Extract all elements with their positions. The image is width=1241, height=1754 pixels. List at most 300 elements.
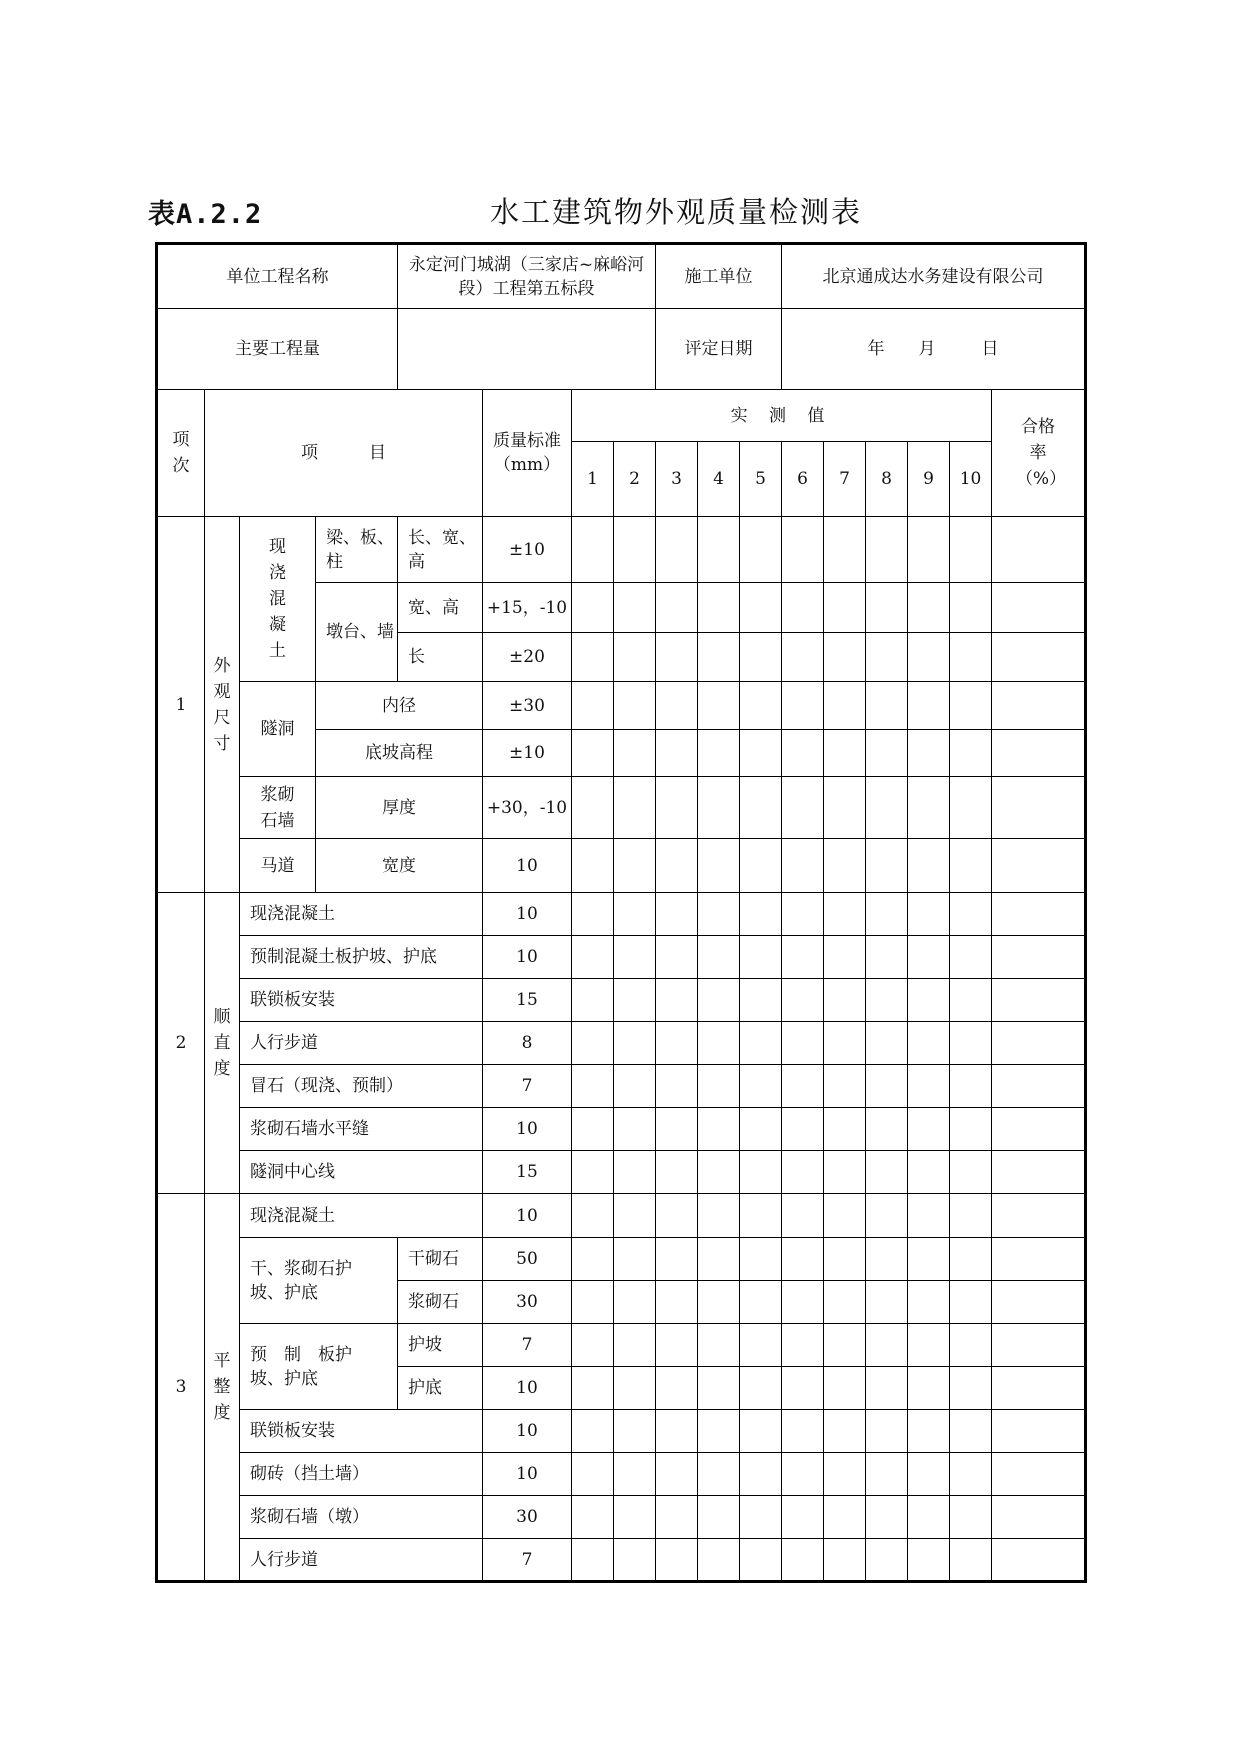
measure-cell[interactable] [824, 1367, 866, 1410]
group-category: 顺直度 [205, 893, 240, 1194]
table-row [157, 839, 1086, 893]
measure-cell[interactable] [572, 682, 614, 730]
measure-cell[interactable] [572, 1151, 614, 1194]
measure-cell[interactable] [782, 730, 824, 777]
measure-cell[interactable] [740, 1238, 782, 1281]
measure-cell[interactable] [866, 517, 908, 583]
measure-cell[interactable] [614, 1367, 656, 1410]
measure-cell[interactable] [572, 583, 614, 633]
pass-rate-cell[interactable] [992, 682, 1086, 730]
pass-rate-cell[interactable] [992, 633, 1086, 682]
measure-cell[interactable] [740, 682, 782, 730]
measure-cell[interactable] [572, 777, 614, 839]
row-label: 内径 [316, 682, 483, 730]
measure-cell[interactable] [950, 1496, 992, 1539]
quantity-value[interactable] [398, 309, 656, 390]
measure-cell[interactable] [824, 1194, 866, 1238]
measure-cell[interactable] [656, 1496, 698, 1539]
row-label: 干、浆砌石护坡、护底 [240, 1238, 398, 1324]
measure-cell[interactable] [908, 517, 950, 583]
row-label: 现浇混凝土 [240, 517, 316, 682]
measure-cell[interactable] [866, 893, 908, 936]
measure-cell[interactable] [950, 1151, 992, 1194]
measure-cell[interactable] [782, 517, 824, 583]
measure-cell[interactable] [866, 1496, 908, 1539]
measure-cell[interactable] [908, 1367, 950, 1410]
measure-cell[interactable] [782, 1108, 824, 1151]
measure-cell[interactable] [698, 777, 740, 839]
measure-cell[interactable] [614, 1453, 656, 1496]
measure-cell[interactable] [572, 1367, 614, 1410]
pass-rate-cell[interactable] [992, 777, 1086, 839]
measure-cell[interactable] [698, 1194, 740, 1238]
measure-cell[interactable] [656, 979, 698, 1022]
measure-cell[interactable] [908, 1410, 950, 1453]
measure-cell[interactable] [656, 1151, 698, 1194]
measure-cell[interactable] [614, 633, 656, 682]
measure-cell[interactable] [698, 583, 740, 633]
standard-value: +30，-10 [483, 777, 572, 839]
measure-cell[interactable] [614, 1108, 656, 1151]
measure-cell[interactable] [866, 633, 908, 682]
measure-cell[interactable] [782, 1151, 824, 1194]
measure-cell[interactable] [572, 1108, 614, 1151]
measure-cell[interactable] [866, 979, 908, 1022]
measure-cell[interactable] [698, 1367, 740, 1410]
measure-cell[interactable] [908, 1022, 950, 1065]
measure-cell[interactable] [698, 1410, 740, 1453]
measure-cell[interactable] [698, 1151, 740, 1194]
measure-cell[interactable] [908, 1281, 950, 1324]
measure-cell[interactable] [698, 893, 740, 936]
measure-cell[interactable] [740, 1453, 782, 1496]
measure-cell[interactable] [908, 839, 950, 893]
measure-cell[interactable] [572, 893, 614, 936]
pass-rate-cell[interactable] [992, 1151, 1086, 1194]
measure-cell[interactable] [908, 1238, 950, 1281]
row-label: 底坡高程 [316, 730, 483, 777]
measure-cell[interactable] [698, 1238, 740, 1281]
measure-cell[interactable] [614, 517, 656, 583]
standard-value: 7 [483, 1065, 572, 1108]
measure-cell[interactable] [740, 1194, 782, 1238]
measure-cell[interactable] [740, 1281, 782, 1324]
measure-cell[interactable] [614, 1022, 656, 1065]
pass-rate-cell[interactable] [992, 1367, 1086, 1410]
pass-rate-cell[interactable] [992, 1496, 1086, 1539]
measure-cell[interactable] [908, 583, 950, 633]
measure-cell[interactable] [866, 583, 908, 633]
measure-cell[interactable] [698, 936, 740, 979]
date-year: 年 [867, 339, 885, 359]
measure-cell[interactable] [824, 777, 866, 839]
measure-cell[interactable] [908, 1324, 950, 1367]
measure-cell[interactable] [614, 777, 656, 839]
measure-cell[interactable] [698, 1496, 740, 1539]
measure-cell[interactable] [698, 1453, 740, 1496]
measure-cell[interactable] [698, 517, 740, 583]
measure-cell[interactable] [866, 1453, 908, 1496]
standard-value: 10 [483, 1108, 572, 1151]
measure-cell[interactable] [572, 1539, 614, 1582]
measure-num: 8 [866, 442, 908, 517]
measure-cell[interactable] [950, 1367, 992, 1410]
measure-cell[interactable] [950, 1022, 992, 1065]
measure-cell[interactable] [614, 893, 656, 936]
measure-cell[interactable] [656, 893, 698, 936]
seq-header: 项次 [157, 390, 205, 517]
measure-cell[interactable] [740, 1324, 782, 1367]
measure-cell[interactable] [614, 1496, 656, 1539]
measure-cell[interactable] [950, 777, 992, 839]
measure-cell[interactable] [950, 1281, 992, 1324]
measure-cell[interactable] [782, 777, 824, 839]
measure-cell[interactable] [698, 730, 740, 777]
measure-cell[interactable] [824, 1065, 866, 1108]
pass-rate-cell[interactable] [992, 730, 1086, 777]
measure-cell[interactable] [950, 1194, 992, 1238]
measure-cell[interactable] [824, 583, 866, 633]
pass-rate-cell[interactable] [992, 517, 1086, 583]
measure-cell[interactable] [782, 1496, 824, 1539]
measure-cell[interactable] [908, 1539, 950, 1582]
measure-cell[interactable] [950, 583, 992, 633]
standard-value: ±30 [483, 682, 572, 730]
measure-cell[interactable] [782, 682, 824, 730]
measure-cell[interactable] [740, 979, 782, 1022]
measure-cell[interactable] [740, 936, 782, 979]
pass-rate-cell[interactable] [992, 839, 1086, 893]
measure-cell[interactable] [740, 1022, 782, 1065]
measure-cell[interactable] [782, 979, 824, 1022]
measure-cell[interactable] [824, 730, 866, 777]
measure-cell[interactable] [656, 1367, 698, 1410]
measure-cell[interactable] [656, 1281, 698, 1324]
row-label: 浆砌石墙 [240, 777, 316, 839]
measure-cell[interactable] [740, 1151, 782, 1194]
measure-cell[interactable] [782, 633, 824, 682]
standard-value: 50 [483, 1238, 572, 1281]
measure-cell[interactable] [866, 936, 908, 979]
measure-cell[interactable] [950, 1539, 992, 1582]
measure-cell[interactable] [908, 979, 950, 1022]
measure-cell[interactable] [950, 1453, 992, 1496]
measure-cell[interactable] [824, 979, 866, 1022]
measure-cell[interactable] [656, 1022, 698, 1065]
measure-cell[interactable] [824, 1453, 866, 1496]
measure-cell[interactable] [656, 1065, 698, 1108]
pass-rate-cell[interactable] [992, 1022, 1086, 1065]
measure-cell[interactable] [866, 730, 908, 777]
row-label: 砌砖（挡土墙） [240, 1453, 483, 1496]
measure-cell[interactable] [824, 1022, 866, 1065]
pass-rate-cell[interactable] [992, 936, 1086, 979]
measure-cell[interactable] [698, 1324, 740, 1367]
measure-cell[interactable] [698, 1022, 740, 1065]
measure-cell[interactable] [908, 893, 950, 936]
measure-cell[interactable] [740, 517, 782, 583]
measure-cell[interactable] [866, 1108, 908, 1151]
measure-cell[interactable] [866, 1367, 908, 1410]
measure-cell[interactable] [614, 682, 656, 730]
date-day: 日 [981, 339, 999, 359]
row-label: 梁、板、柱 [316, 517, 398, 583]
measure-cell[interactable] [656, 777, 698, 839]
measure-cell[interactable] [572, 1065, 614, 1108]
measure-cell[interactable] [950, 1324, 992, 1367]
measure-cell[interactable] [740, 730, 782, 777]
measure-cell[interactable] [572, 979, 614, 1022]
pass-rate-cell[interactable] [992, 583, 1086, 633]
measure-cell[interactable] [824, 1539, 866, 1582]
measure-cell[interactable] [782, 1194, 824, 1238]
measure-cell[interactable] [740, 583, 782, 633]
measure-cell[interactable] [572, 1410, 614, 1453]
measure-cell[interactable] [614, 1410, 656, 1453]
measure-cell[interactable] [656, 730, 698, 777]
measure-cell[interactable] [866, 1194, 908, 1238]
measure-cell[interactable] [824, 1151, 866, 1194]
pass-rate-cell[interactable] [992, 1065, 1086, 1108]
measure-cell[interactable] [908, 936, 950, 979]
measure-cell[interactable] [866, 839, 908, 893]
row-label: 墩台、墙 [316, 583, 398, 682]
measure-cell[interactable] [782, 1324, 824, 1367]
measure-cell[interactable] [656, 682, 698, 730]
pass-rate-cell[interactable] [992, 1238, 1086, 1281]
measure-cell[interactable] [656, 1410, 698, 1453]
measure-cell[interactable] [740, 1108, 782, 1151]
pass-rate-cell[interactable] [992, 1194, 1086, 1238]
measure-cell[interactable] [656, 1453, 698, 1496]
measure-cell[interactable] [866, 1065, 908, 1108]
measure-cell[interactable] [866, 1022, 908, 1065]
measure-cell[interactable] [740, 1539, 782, 1582]
row-label: 干砌石 [398, 1238, 483, 1281]
measure-cell[interactable] [614, 1151, 656, 1194]
measure-cell[interactable] [782, 936, 824, 979]
measure-cell[interactable] [614, 1539, 656, 1582]
measure-cell[interactable] [698, 1108, 740, 1151]
measure-cell[interactable] [950, 633, 992, 682]
measure-cell[interactable] [572, 1281, 614, 1324]
measure-cell[interactable] [698, 682, 740, 730]
project-label: 单位工程名称 [157, 244, 398, 309]
measure-cell[interactable] [614, 1194, 656, 1238]
measure-cell[interactable] [614, 839, 656, 893]
standard-value: 30 [483, 1496, 572, 1539]
standard-value: ±10 [483, 517, 572, 583]
measure-cell[interactable] [614, 1324, 656, 1367]
measure-cell[interactable] [908, 730, 950, 777]
measure-cell[interactable] [866, 777, 908, 839]
table-row [157, 1410, 1086, 1453]
measure-cell[interactable] [656, 517, 698, 583]
measure-cell[interactable] [698, 979, 740, 1022]
page-title: 水工建筑物外观质量检测表 [490, 195, 863, 229]
measure-cell[interactable] [572, 1022, 614, 1065]
measure-cell[interactable] [572, 1238, 614, 1281]
measure-cell[interactable] [950, 979, 992, 1022]
measure-cell[interactable] [824, 1410, 866, 1453]
item-header: 项 目 [205, 390, 483, 517]
measure-cell[interactable] [614, 730, 656, 777]
measure-cell[interactable] [824, 936, 866, 979]
date-value[interactable] [782, 309, 1086, 390]
measure-cell[interactable] [698, 1065, 740, 1108]
measure-cell[interactable] [572, 1496, 614, 1539]
row-label: 宽、高 [398, 583, 483, 633]
measure-cell[interactable] [572, 633, 614, 682]
measure-cell[interactable] [824, 1108, 866, 1151]
measure-cell[interactable] [614, 1281, 656, 1324]
measure-cell[interactable] [698, 839, 740, 893]
measure-cell[interactable] [572, 1324, 614, 1367]
standard-value: 10 [483, 1367, 572, 1410]
measure-cell[interactable] [656, 1194, 698, 1238]
row-label: 预 制 板护坡、护底 [240, 1324, 398, 1410]
measure-cell[interactable] [782, 1410, 824, 1453]
table-row [157, 936, 1086, 979]
measure-cell[interactable] [908, 1496, 950, 1539]
pass-rate-cell[interactable] [992, 893, 1086, 936]
measure-cell[interactable] [572, 936, 614, 979]
row-label: 人行步道 [240, 1539, 483, 1582]
measure-cell[interactable] [950, 1238, 992, 1281]
measure-cell[interactable] [698, 633, 740, 682]
measure-cell[interactable] [614, 1238, 656, 1281]
measure-cell[interactable] [782, 839, 824, 893]
measure-cell[interactable] [572, 730, 614, 777]
measure-cell[interactable] [656, 1238, 698, 1281]
measure-cell[interactable] [572, 1194, 614, 1238]
pass-rate-cell[interactable] [992, 979, 1086, 1022]
measure-cell[interactable] [824, 517, 866, 583]
measure-cell[interactable] [656, 936, 698, 979]
measure-cell[interactable] [698, 1539, 740, 1582]
measure-cell[interactable] [740, 1065, 782, 1108]
measure-cell[interactable] [908, 633, 950, 682]
measure-cell[interactable] [740, 893, 782, 936]
measure-cell[interactable] [950, 1410, 992, 1453]
measure-cell[interactable] [656, 1539, 698, 1582]
measure-cell[interactable] [740, 777, 782, 839]
measure-cell[interactable] [866, 1151, 908, 1194]
measure-cell[interactable] [740, 1367, 782, 1410]
measure-cell[interactable] [614, 936, 656, 979]
measure-cell[interactable] [950, 936, 992, 979]
measure-cell[interactable] [656, 633, 698, 682]
measure-cell[interactable] [740, 839, 782, 893]
measure-cell[interactable] [866, 1238, 908, 1281]
measure-cell[interactable] [740, 1410, 782, 1453]
row-label: 冒石（现浇、预制） [240, 1065, 483, 1108]
measure-cell[interactable] [950, 682, 992, 730]
pass-rate-cell[interactable] [992, 1410, 1086, 1453]
pass-rate-cell[interactable] [992, 1281, 1086, 1324]
quantity-label: 主要工程量 [157, 309, 398, 390]
measure-cell[interactable] [824, 893, 866, 936]
measure-cell[interactable] [782, 1367, 824, 1410]
measure-cell[interactable] [824, 1281, 866, 1324]
measure-cell[interactable] [782, 1281, 824, 1324]
pass-rate-cell[interactable] [992, 1539, 1086, 1582]
date-month: 月 [918, 339, 936, 359]
measure-cell[interactable] [614, 979, 656, 1022]
measure-cell[interactable] [950, 730, 992, 777]
measure-cell[interactable] [866, 682, 908, 730]
measure-cell[interactable] [908, 1151, 950, 1194]
measure-cell[interactable] [908, 1194, 950, 1238]
standard-value: ±10 [483, 730, 572, 777]
measure-cell[interactable] [950, 839, 992, 893]
measure-cell[interactable] [614, 1065, 656, 1108]
measure-cell[interactable] [824, 633, 866, 682]
measure-cell[interactable] [656, 583, 698, 633]
standard-value: 10 [483, 1410, 572, 1453]
measure-cell[interactable] [866, 1539, 908, 1582]
standard-value: 10 [483, 1453, 572, 1496]
measure-cell[interactable] [782, 1022, 824, 1065]
measure-cell[interactable] [950, 517, 992, 583]
measure-cell[interactable] [782, 1238, 824, 1281]
pass-rate-cell[interactable] [992, 1324, 1086, 1367]
measure-cell[interactable] [782, 1065, 824, 1108]
measure-cell[interactable] [698, 1281, 740, 1324]
row-label: 浆砌石墙水平缝 [240, 1108, 483, 1151]
measure-cell[interactable] [866, 1324, 908, 1367]
table-row [157, 1539, 1086, 1582]
measure-cell[interactable] [866, 1410, 908, 1453]
measure-cell[interactable] [950, 893, 992, 936]
measure-cell[interactable] [656, 1324, 698, 1367]
row-label: 护底 [398, 1367, 483, 1410]
measure-cell[interactable] [782, 583, 824, 633]
measure-cell[interactable] [740, 633, 782, 682]
row-label: 人行步道 [240, 1022, 483, 1065]
measure-cell[interactable] [824, 1238, 866, 1281]
measure-cell[interactable] [824, 839, 866, 893]
measure-cell[interactable] [572, 1453, 614, 1496]
row-label: 厚度 [316, 777, 483, 839]
measure-cell[interactable] [908, 1108, 950, 1151]
measure-cell[interactable] [656, 839, 698, 893]
measure-cell[interactable] [782, 1539, 824, 1582]
measure-cell[interactable] [950, 1065, 992, 1108]
standard-value: 15 [483, 1151, 572, 1194]
measure-cell[interactable] [908, 1065, 950, 1108]
measure-cell[interactable] [824, 1496, 866, 1539]
measure-cell[interactable] [656, 1108, 698, 1151]
measure-cell[interactable] [824, 682, 866, 730]
measure-cell[interactable] [824, 1324, 866, 1367]
measure-cell[interactable] [908, 777, 950, 839]
measure-cell[interactable] [740, 1496, 782, 1539]
pass-rate-cell[interactable] [992, 1108, 1086, 1151]
measure-cell[interactable] [908, 1453, 950, 1496]
measure-cell[interactable] [614, 583, 656, 633]
measure-cell[interactable] [572, 839, 614, 893]
measure-num: 1 [572, 442, 614, 517]
measure-cell[interactable] [908, 682, 950, 730]
measure-cell[interactable] [782, 1453, 824, 1496]
measure-cell[interactable] [866, 1281, 908, 1324]
measure-cell[interactable] [572, 517, 614, 583]
measure-cell[interactable] [782, 893, 824, 936]
measure-num: 9 [908, 442, 950, 517]
pass-rate-cell[interactable] [992, 1453, 1086, 1496]
measure-cell[interactable] [950, 1108, 992, 1151]
